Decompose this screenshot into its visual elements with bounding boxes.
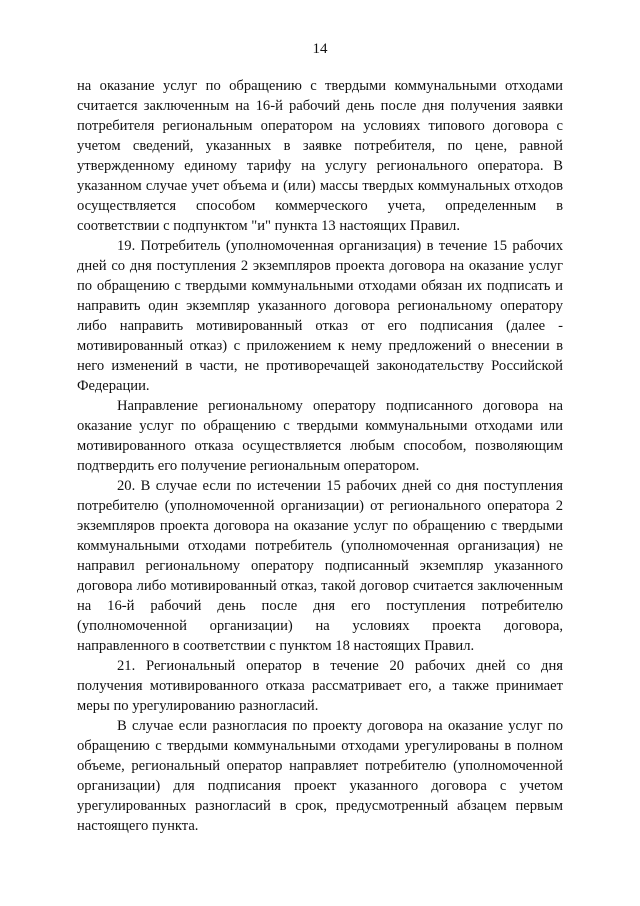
- paragraph-clause-19: 19. Потребитель (уполномоченная организация) в течение 15 рабочих дней со дня поступления 2 экземпляров проекта договора на оказание услуг по обращению с твердыми коммунальными отходами обязан их подписать и направить один экземпляр указанного договора региональному оператору либо направить мотивированный отказ от его подписания (далее - мотивированный отказ) с приложением к нему предложений о внесении в него изменений в части, не противоречащей законодательству Российской Федерации.: [77, 238, 563, 394]
- page-number: 14: [312, 41, 328, 57]
- document-body: [77, 76, 563, 836]
- paragraph-clause-21: 21. Региональный оператор в течение 20 рабочих дней со дня получения мотивированного отказа рассматривает его, а также принимает меры по урегулированию разногласий.: [77, 658, 563, 714]
- paragraph-delivery-method: Направление региональному оператору подписанного договора на оказание услуг по обращению с твердыми коммунальными отходами или мотивированного отказа осуществляется любым способом, позволяющим подтвердить его получение региональным оператором.: [77, 398, 563, 474]
- paragraph-disagreements-resolved: В случае если разногласия по проекту договора на оказание услуг по обращению с твердыми коммунальными отходами урегулированы в полном объеме, региональный оператор направляет потребителю (уполномоченной организации) для подписания проект указанного договора с учетом урегулированных разногласий в срок, предусмотренный абзацем первым настоящего пункта.: [77, 718, 563, 834]
- paragraph-clause-20: 20. В случае если по истечении 15 рабочих дней со дня поступления потребителю (уполномоченной организации) от регионального оператора 2 экземпляров проекта договора на оказание услуг по обращению с твердыми коммунальными отходами потребитель (уполномоченная организация) не направил региональному оператору подписанный экземпляр указанного договора либо мотивированный отказ, такой договор считается заключенным на 16-й рабочий день после дня его поступления потребителю (уполномоченной организации) на условиях проекта договора, направленного в соответствии с пунктом 18 настоящих Правил.: [77, 478, 563, 654]
- paragraph-continuation: на оказание услуг по обращению с твердыми коммунальными отходами считается заключенным на 16-й рабочий день после дня получения заявки потребителя региональным оператором на условиях типового договора с учетом сведений, указанных в заявке потребителя, по цене, равной утвержденному единому тарифу на услугу регионального оператора. В указанном случае учет объема и (или) массы твердых коммунальных отходов осуществляется способом коммерческого учета, определенным в соответствии с подпунктом "и" пункта 13 настоящих Правил.: [77, 78, 563, 234]
